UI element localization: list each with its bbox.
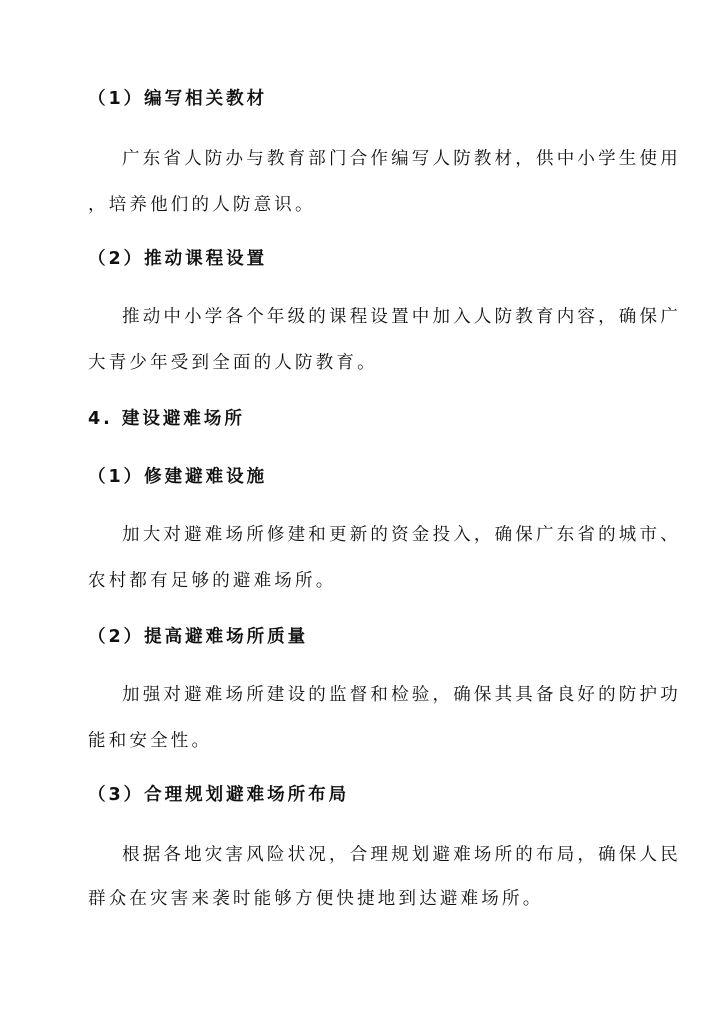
paragraph-curriculum-line-2: 大青少年受到全面的人防教育。 bbox=[88, 353, 378, 373]
section-heading-curriculum: （2）推动课程设置 bbox=[88, 249, 268, 269]
section-heading-shelters: 4. 建设避难场所 bbox=[88, 409, 245, 429]
paragraph-quality-line-2: 能和安全性。 bbox=[88, 731, 213, 751]
paragraph-quality-line-1: 加强对避难场所建设的监督和检验，确保其具备良好的防护功 bbox=[122, 685, 681, 705]
paragraph-layout-line-2: 群众在灾害来袭时能够方便快捷地到达避难场所。 bbox=[88, 889, 544, 909]
paragraph-curriculum-line-1: 推动中小学各个年级的课程设置中加入人防教育内容，确保广 bbox=[122, 307, 681, 327]
paragraph-textbooks-line-1: 广东省人防办与教育部门合作编写人防教材，供中小学生使用 bbox=[122, 149, 681, 169]
section-heading-build-facilities: （1）修建避难设施 bbox=[88, 467, 268, 487]
paragraph-layout-line-1: 根据各地灾害风险状况，合理规划避难场所的布局，确保人民 bbox=[122, 845, 681, 865]
section-heading-quality: （2）提高避难场所质量 bbox=[88, 627, 309, 647]
paragraph-build-facilities-line-1: 加大对避难场所修建和更新的资金投入，确保广东省的城市、 bbox=[122, 525, 681, 545]
section-heading-textbooks: （1）编写相关教材 bbox=[88, 89, 268, 109]
paragraph-build-facilities-line-2: 农村都有足够的避难场所。 bbox=[88, 571, 337, 591]
paragraph-textbooks-line-2: ，培养他们的人防意识。 bbox=[88, 195, 316, 215]
section-heading-layout: （3）合理规划避难场所布局 bbox=[88, 785, 350, 805]
